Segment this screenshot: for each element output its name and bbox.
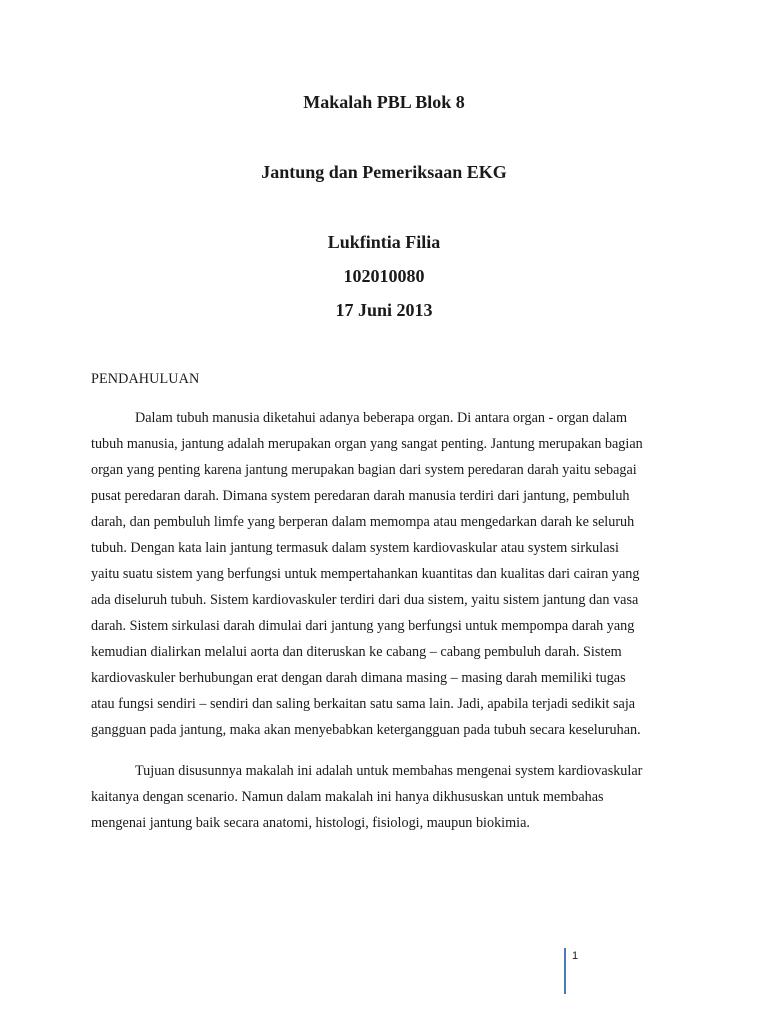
paragraph-line: kaitanya dengan scenario. Namun dalam makalah ini hanya dikhususkan untuk membahas xyxy=(91,789,604,805)
paragraph-line: ada diseluruh tubuh. Sistem kardiovaskuler terdiri dari dua sistem, yaitu sistem jantung dan vasa xyxy=(91,592,639,608)
paragraph-line: atau fungsi sendiri – sendiri dan saling berkaitan satu sama lain. Jadi, apabila terjadi sedikit saja xyxy=(91,696,636,712)
document-subtitle: Jantung dan Pemeriksaan EKG xyxy=(261,162,507,182)
paragraph-line: kemudian dialirkan melalui aorta dan diteruskan ke cabang – cabang pembuluh darah. Sistem xyxy=(91,644,622,660)
page-number: 1 xyxy=(572,950,579,962)
student-id: 102010080 xyxy=(343,266,425,286)
paragraph-line: tubuh manusia, jantung adalah merupakan organ yang sangat penting. Jantung merupakan bagian xyxy=(91,436,643,452)
author-name: Lukfintia Filia xyxy=(327,232,441,252)
paragraph-intro xyxy=(91,405,678,743)
paragraph-line: mengenai jantung baik secara anatomi, histologi, fisiologi, maupun biokimia. xyxy=(91,815,530,831)
paragraph-line: darah, dan pembuluh limfe yang berperan dalam memompa atau mengedarkan darah ke seluruh xyxy=(91,514,635,530)
document-date: 17 Juni 2013 xyxy=(335,300,433,320)
paragraph-line: Dalam tubuh manusia diketahui adanya beberapa organ. Di antara organ - organ dalam xyxy=(135,410,628,426)
section-heading: PENDAHULUAN xyxy=(91,371,200,387)
paragraph-line: tubuh. Dengan kata lain jantung termasuk dalam system kardiovaskular atau system sirkulasi xyxy=(91,540,619,556)
page-number-divider xyxy=(564,948,566,994)
paragraph-line: yaitu suatu sistem yang berfungsi untuk mempertahankan kuantitas dan kualitas dari cairan yang xyxy=(91,566,640,582)
paragraph-line: pusat peredaran darah. Dimana system peredaran darah manusia terdiri dari jantung, pembuluh xyxy=(91,488,630,504)
document-title: Makalah PBL Blok 8 xyxy=(303,92,465,112)
paragraph-line: kardiovaskuler berhubungan erat dengan darah dimana masing – masing darah memiliki tugas xyxy=(91,670,626,686)
paragraph-line: gangguan pada jantung, maka akan menyebabkan ketergangguan pada tubuh secara keseluruhan. xyxy=(91,722,641,738)
paragraph-line: Tujuan disusunnya makalah ini adalah untuk membahas mengenai system kardiovaskular xyxy=(135,763,643,779)
paragraph-line: organ yang penting karena jantung merupakan bagian dari system peredaran darah yaitu sebagai xyxy=(91,462,637,478)
paragraph-purpose xyxy=(91,758,678,836)
paragraph-line: darah. Sistem sirkulasi darah dimulai dari jantung yang berfungsi untuk mempompa darah yang xyxy=(91,618,635,634)
